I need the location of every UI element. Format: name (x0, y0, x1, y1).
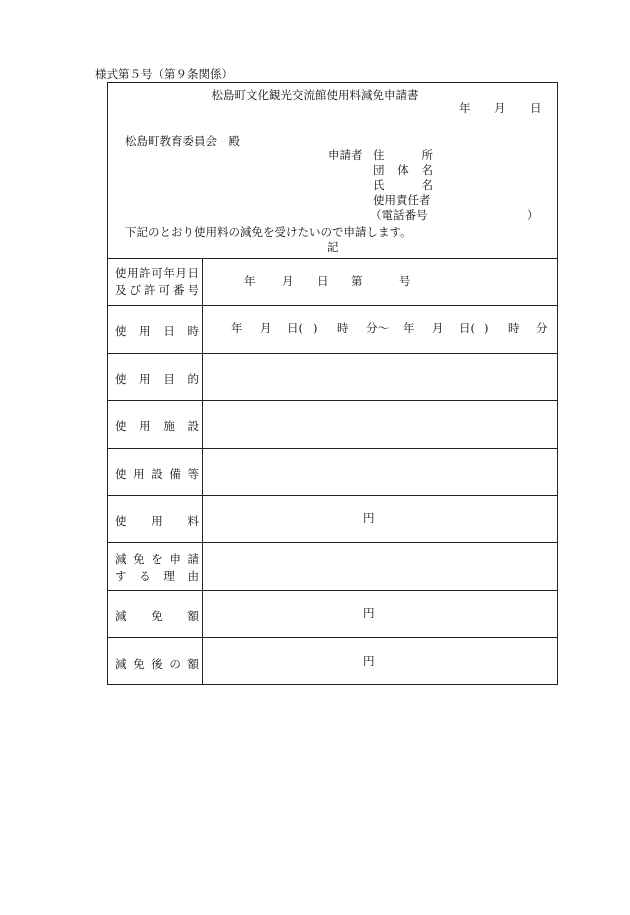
date-year-label: 年 (459, 101, 471, 115)
usage-minute-tilde: 分〜 (366, 321, 389, 335)
after-amount-label: 減 免 後 の 額 (115, 657, 199, 671)
fee-unit: 円 (363, 511, 375, 525)
column-divider (202, 258, 203, 685)
addressee: 松島町教育委員会 殿 (125, 134, 240, 148)
reason-label (115, 551, 199, 584)
usage-hour2: 時 (508, 321, 520, 335)
exemption-amount-label: 減 免 額 (115, 609, 199, 623)
equipment-label: 使 用 設 備 等 (115, 467, 199, 481)
table-top-border (107, 258, 558, 259)
permit-label-line2: 及 び 許 可 番 号 (115, 282, 199, 297)
permit-day: 日 (317, 274, 329, 288)
row-divider (107, 448, 558, 449)
permit-dai: 第 (351, 274, 363, 288)
usage-day2: 日( (459, 321, 475, 335)
row-divider (107, 400, 558, 401)
form-number: 様式第５号（第９条関係） (95, 67, 233, 81)
row-divider (107, 353, 558, 354)
group-name-label: 団 体 名 (373, 163, 433, 177)
request-sentence: 下記のとおり使用料の減免を受けたいので申請します。 (125, 225, 412, 239)
phone-close-paren: ） (527, 208, 539, 222)
usage-day: 日( (287, 321, 303, 335)
fee-label: 使 用 料 (115, 514, 199, 528)
reason-label-line2: す る 理 由 (115, 568, 199, 583)
usage-paren: ) (313, 321, 318, 335)
purpose-label: 使 用 目 的 (115, 372, 199, 386)
applicant-label: 申請者 (328, 148, 363, 162)
facility-label: 使 用 施 設 (115, 419, 199, 433)
row-divider (107, 495, 558, 496)
exemption-amount-unit: 円 (363, 606, 375, 620)
usage-year2: 年 (403, 321, 415, 335)
row-divider (107, 542, 558, 543)
permit-label-line1: 使 用 許 可 年 月 日 (115, 266, 199, 280)
usage-minute2: 分 (536, 321, 548, 335)
form-title: 松島町文化観光交流館使用料減免申請書 (211, 88, 419, 102)
responsible-person-label: 使用責任者 (373, 193, 431, 207)
usage-paren2: ) (484, 321, 489, 335)
date-day-label: 日 (530, 101, 542, 115)
row-divider (107, 637, 558, 638)
date-month-label: 月 (494, 101, 506, 115)
permit-month: 月 (282, 274, 294, 288)
permit-gou: 号 (399, 274, 411, 288)
reason-label-line1: 減 免 を 申 請 (115, 552, 199, 566)
permit-label (115, 265, 199, 298)
ki-mark: 記 (327, 240, 339, 254)
usage-month: 月 (260, 321, 272, 335)
permit-year: 年 (244, 274, 256, 288)
row-divider (107, 590, 558, 591)
after-amount-unit: 円 (363, 654, 375, 668)
usage-year: 年 (231, 321, 243, 335)
address-label: 住 所 (373, 148, 433, 162)
row-divider (107, 305, 558, 306)
usage-hour: 時 (337, 321, 349, 335)
phone-label: （電話番号 (370, 208, 428, 222)
usage-month2: 月 (432, 321, 444, 335)
name-label: 氏 名 (373, 178, 433, 192)
usage-datetime-label: 使 用 日 時 (115, 324, 199, 338)
